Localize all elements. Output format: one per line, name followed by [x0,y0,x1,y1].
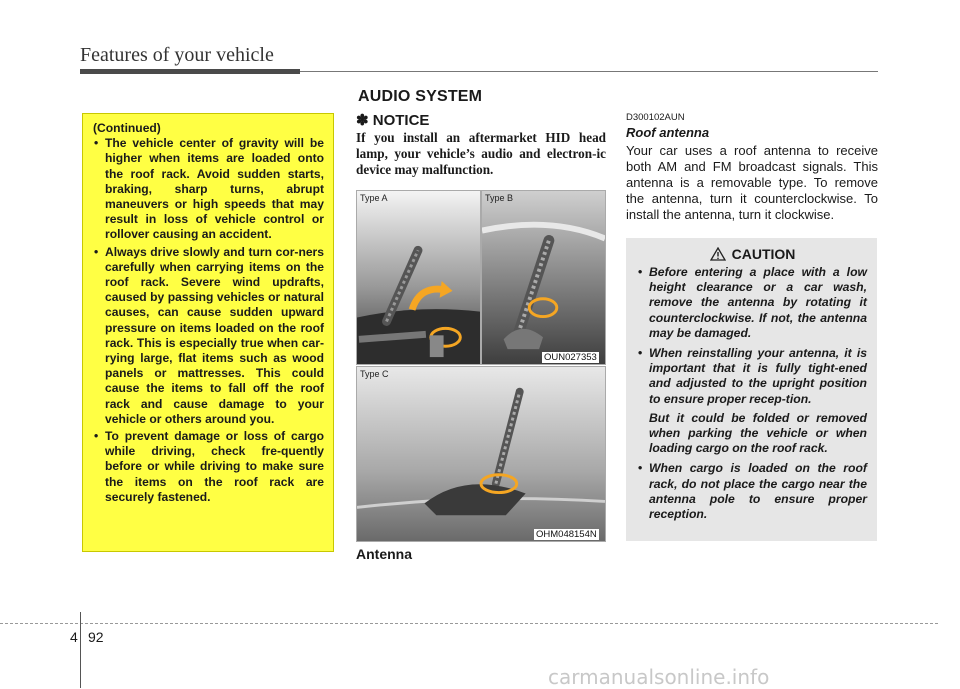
page-header-title: Features of your vehicle [80,44,274,66]
section-code: D300102AUN [626,112,685,123]
antenna-photo-type-c [356,366,606,542]
notice-text: If you install an aftermarket HID head lamp, your vehicle’s audio and electron-ic device may malfunction. [356,130,606,177]
section-title: AUDIO SYSTEM [358,88,483,105]
header-rule-dark [80,69,300,74]
warning-list [93,136,324,505]
warning-item: • To prevent damage or loss of cargo while driving, check fre-quently before or while driving to make sure the items on the roof rack are securely fastened. [93,429,324,505]
antenna-photo-type-b [481,190,606,365]
caution-paragraph: • When cargo is loaded on the roof rack, do not place the cargo near the antenna pole to ensure proper reception. [649,461,867,522]
warning-box [82,113,334,552]
roof-antenna-body: Your car uses a roof antenna to receive both AM and FM broadcast signals. This antenna is a removable type. To remove the antenna, turn it counterclockwise. To install the antenna, turn it clockwise. [626,143,878,223]
warning-item: • Always drive slowly and turn cor-ners carefully when carrying items on the roof rack. Severe wind updrafts, caused by passing vehicles or natural causes, can cause sudden upward pressure on items loaded on the roof rack. This is especially true when car-rying large, flat items such as wood panels or mattresses. This could cause the items to fall off the roof rack and cause damage to your vehicle or others around you. [93,245,324,427]
warning-triangle-icon [710,247,726,261]
warning-continued: (Continued) [93,121,161,135]
footer-rule [0,623,938,624]
watermark: carmanualsonline.info [548,665,770,689]
image-code-bottom: OHM048154N [536,529,597,540]
warning-item: • The vehicle center of gravity will be higher when items are loaded onto the roof rack. Avoid sudden starts, braking, sharp turns, abrupt maneuvers or high speeds that may result in loss of vehicle control or rollover causing an accident. [93,136,324,242]
label-type-a: Type A [360,193,388,203]
caution-paragraph: But it could be folded or removed when parking the vehicle or when loading cargo on the roof rack. [649,410,867,456]
roof-antenna-heading: Roof antenna [626,125,710,140]
label-type-c: Type C [360,369,389,379]
antenna-caption: Antenna [356,546,412,562]
page-number: 92 [88,629,104,645]
chapter-number: 4 [70,629,78,645]
caution-item [638,346,867,456]
antenna-photo-type-a [356,190,481,365]
caution-header [638,246,867,262]
image-code-top: OUN027353 [544,352,597,363]
caution-list [638,265,867,522]
caution-title: CAUTION [731,246,796,262]
caution-paragraph: • When reinstalling your antenna, it is important that it is fully tight-ened and adjusted to the upright position to ensure proper recep-tion. [649,346,867,406]
footer-divider [80,612,81,688]
header-rule-light [300,71,878,72]
notice-heading: ✽ NOTICE [356,112,430,129]
caution-paragraph: • Before entering a place with a low height clearance or a car wash, remove the antenna by rotating it counterclockwise. If not, the antenna may be damaged. [649,265,867,340]
caution-item [638,461,867,522]
label-type-b: Type B [485,193,514,203]
caution-item [638,265,867,341]
caution-box [626,238,877,541]
